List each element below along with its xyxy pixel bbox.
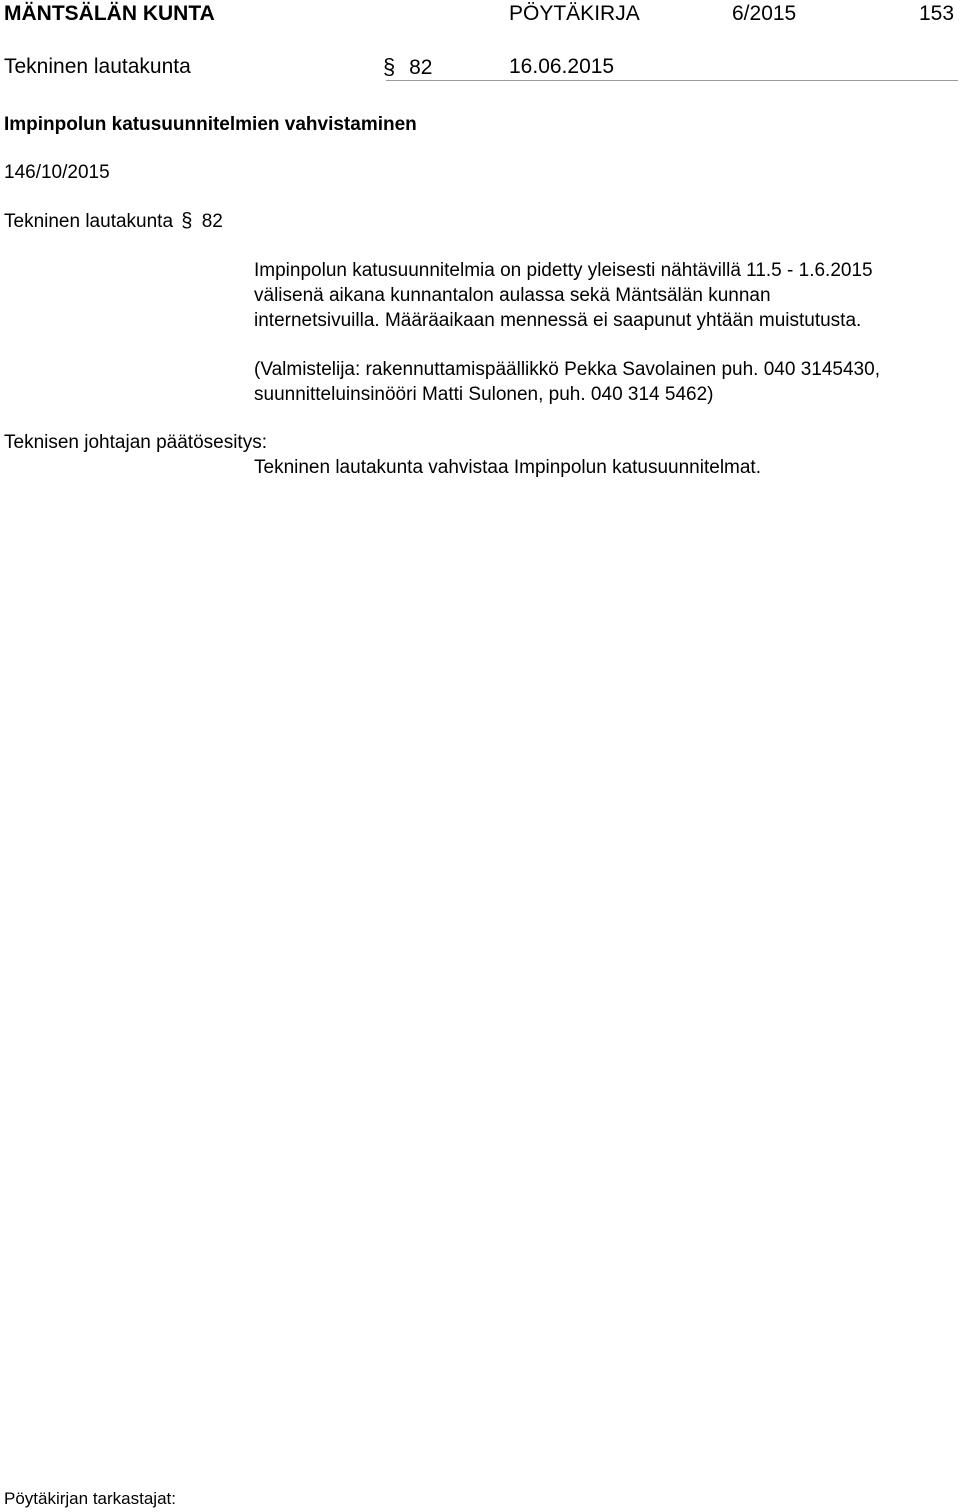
document-type: PÖYTÄKIRJA — [509, 2, 640, 25]
section-symbol: § — [383, 54, 396, 79]
item-committee-reference — [4, 209, 223, 234]
paragraph-1-line: välisenä aikana kunnantalon aulassa sekä Mäntsälän kunnan — [254, 285, 771, 306]
footer-label: Pöytäkirjan tarkastajat: — [4, 1489, 176, 1508]
paragraph-1-line: internetsivuilla. Määräaikaan mennessä ei saapunut yhtään muistutusta. — [254, 310, 862, 331]
committee-name: Tekninen lautakunta — [4, 55, 191, 78]
section-number: 82 — [409, 56, 433, 79]
item-title: Impinpolun katusuunnitelmien vahvistaminen — [4, 114, 417, 135]
meeting-date: 16.06.2015 — [509, 55, 615, 78]
proposal-text: Tekninen lautakunta vahvistaa Impinpolun katusuunnitelmat. — [254, 457, 761, 478]
organization-name: MÄNTSÄLÄN KUNTA — [4, 2, 215, 25]
page-number: 153 — [919, 2, 955, 25]
document-number: 6/2015 — [732, 2, 797, 25]
paragraph-2-line: (Valmistelija: rakennuttamispäällikkö Pekka Savolainen puh. 040 3145430, — [254, 359, 880, 380]
paragraph-2 — [254, 357, 880, 407]
item-committee-name: Tekninen lautakunta — [4, 211, 174, 232]
paragraph-1-line: Impinpolun katusuunnitelmia on pidetty yleisesti nähtävillä 11.5 - 1.6.2015 — [254, 260, 873, 281]
paragraph-2-line: suunnitteluinsinööri Matti Sulonen, puh. 040 314 5462) — [254, 384, 714, 405]
item-section-number: 82 — [201, 211, 223, 232]
paragraph-1 — [254, 258, 873, 333]
section-reference — [383, 55, 432, 80]
item-section-symbol: § — [181, 210, 193, 232]
item-reference: 146/10/2015 — [4, 162, 110, 183]
header-divider — [386, 80, 958, 81]
proposal-label: Teknisen johtajan päätösesitys: — [4, 432, 267, 453]
